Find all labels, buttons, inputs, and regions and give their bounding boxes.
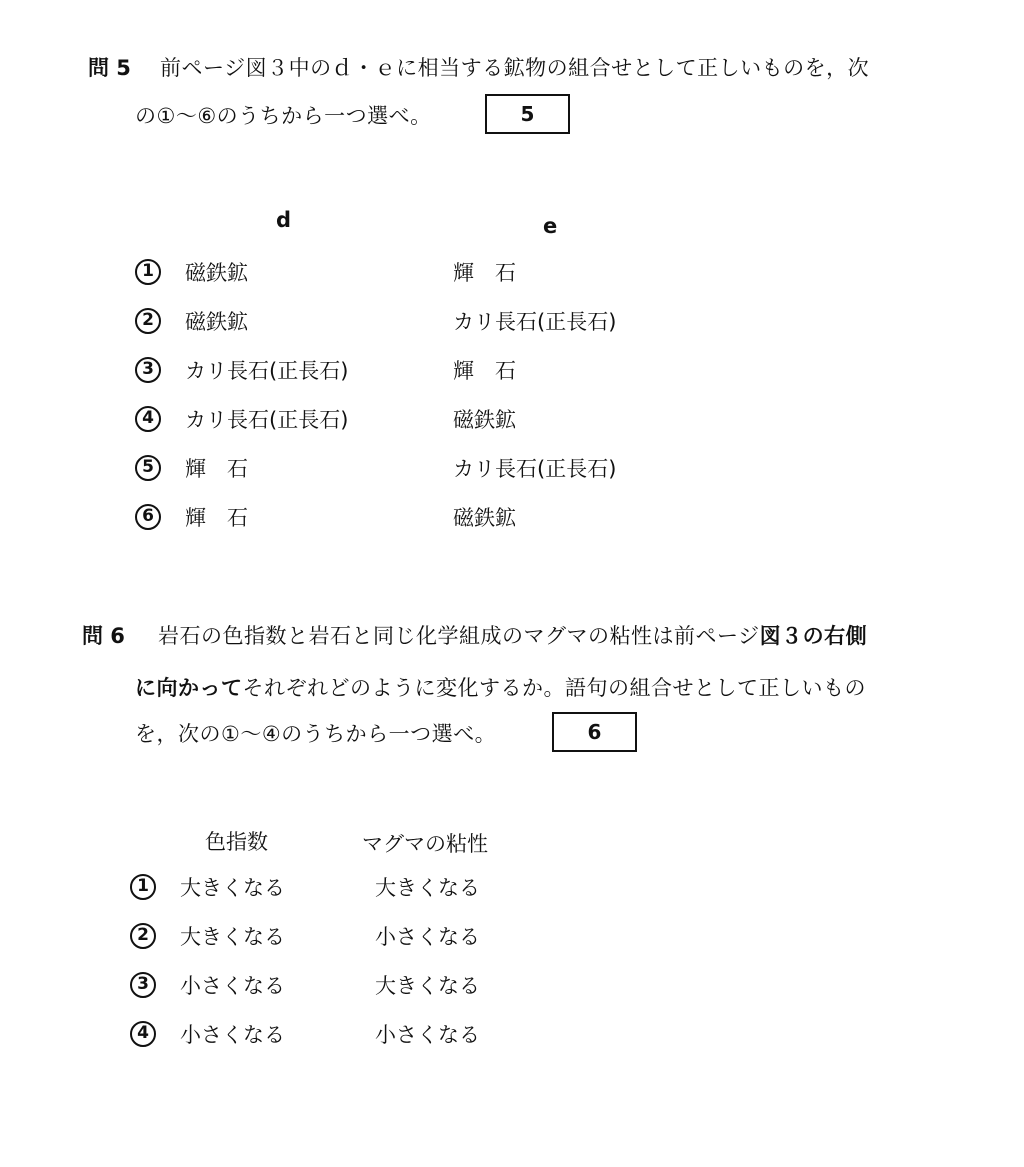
option-d: 輝 石	[185, 506, 248, 530]
option-d: 磁鉄鉱	[185, 310, 248, 334]
option-e: 磁鉄鉱	[453, 408, 516, 432]
q5-stem-line2: の①〜⑥のうちから一つ選べ。	[135, 104, 432, 128]
q5-header-e: e	[543, 214, 558, 238]
q6-number: 問 6	[82, 624, 125, 648]
option-e: カリ長石(正長石)	[453, 457, 617, 481]
q5-option-2[interactable]	[135, 304, 695, 344]
q6-stem-line1	[158, 620, 867, 650]
option-number: 4	[130, 1021, 156, 1047]
option-color-index: 大きくなる	[180, 876, 285, 900]
q5-option-3[interactable]	[135, 353, 695, 393]
option-magma-viscosity: 小さくなる	[375, 925, 480, 949]
option-number: 5	[135, 455, 161, 481]
option-d: カリ長石(正長石)	[185, 359, 349, 383]
q5-option-4[interactable]	[135, 402, 695, 442]
q6-option-3[interactable]	[130, 968, 550, 1008]
q6-header-color-index: 色指数	[205, 830, 268, 854]
option-e: 輝 石	[453, 261, 516, 285]
option-number: 3	[130, 972, 156, 998]
q5-option-6[interactable]	[135, 500, 695, 540]
option-d: カリ長石(正長石)	[185, 408, 349, 432]
option-number: 2	[130, 923, 156, 949]
option-e: 輝 石	[453, 359, 516, 383]
option-color-index: 小さくなる	[180, 974, 285, 998]
option-number: 2	[135, 308, 161, 334]
q6-stem-line2-text: それぞれどのように変化するか。語句の組合せとして正しいもの	[242, 676, 866, 700]
q6-stem-line2-emphasis: に向かって	[135, 676, 243, 700]
q6-answer-box[interactable]: 6	[552, 712, 637, 752]
q6-stem-line1-emphasis: 図３の右側	[759, 624, 868, 648]
option-d: 輝 石	[185, 457, 248, 481]
q5-option-5[interactable]	[135, 451, 695, 491]
q6-option-1[interactable]	[130, 870, 550, 910]
option-color-index: 小さくなる	[180, 1023, 285, 1047]
option-number: 4	[135, 406, 161, 432]
option-color-index: 大きくなる	[180, 925, 285, 949]
q5-number: 問 5	[88, 56, 131, 80]
q5-answer-box[interactable]: 5	[485, 94, 570, 134]
option-number: 6	[135, 504, 161, 530]
q6-option-4[interactable]	[130, 1017, 550, 1057]
q5-header-d: d	[276, 208, 292, 232]
q6-stem-line2	[135, 672, 866, 702]
option-e: 磁鉄鉱	[453, 506, 516, 530]
q6-stem-line1-text: 岩石の色指数と岩石と同じ化学組成のマグマの粘性は前ページ	[158, 624, 760, 648]
option-e: カリ長石(正長石)	[453, 310, 617, 334]
option-number: 1	[130, 874, 156, 900]
option-magma-viscosity: 大きくなる	[375, 876, 480, 900]
q6-header-magma-viscosity: マグマの粘性	[362, 832, 488, 856]
q5-option-1[interactable]	[135, 255, 695, 295]
option-magma-viscosity: 小さくなる	[375, 1023, 480, 1047]
q6-option-2[interactable]	[130, 919, 550, 959]
q6-stem-line3: を，次の①〜④のうちから一つ選べ。	[135, 722, 497, 746]
option-d: 磁鉄鉱	[185, 261, 248, 285]
q5-stem-line1: 前ページ図３中のｄ・ｅに相当する鉱物の組合せとして正しいものを，次	[160, 56, 870, 80]
option-number: 1	[135, 259, 161, 285]
option-magma-viscosity: 大きくなる	[375, 974, 480, 998]
option-number: 3	[135, 357, 161, 383]
